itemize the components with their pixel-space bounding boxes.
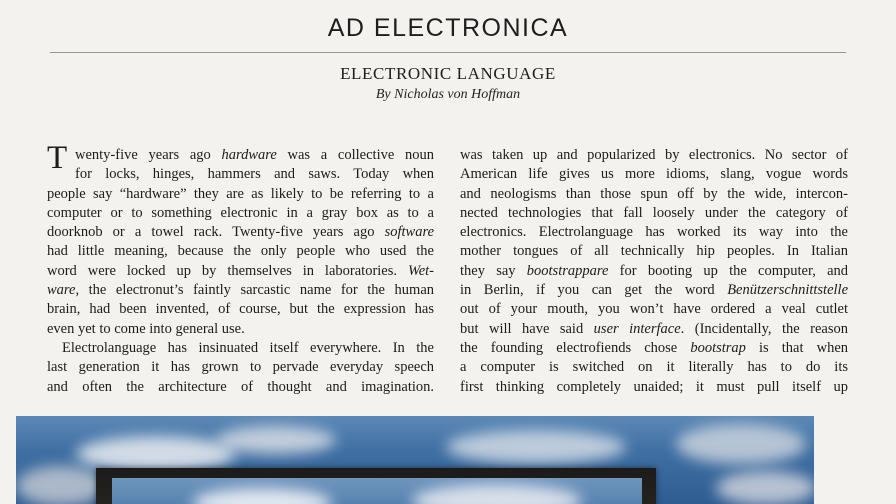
header-rule <box>50 52 846 53</box>
right-column <box>460 146 848 397</box>
cloud <box>192 488 332 504</box>
text-line: brain, had been invented, of course, but the expression has <box>47 301 434 318</box>
inner-sky-photo <box>112 478 642 504</box>
text-line: and often the architecture of thought and imagination. <box>47 378 434 395</box>
text-line: Electrolanguage has insinuated itself everywhere. In the <box>62 339 434 356</box>
text-line: the founding electrofiends chose bootstrap is that when <box>460 339 849 356</box>
cloud <box>676 424 806 464</box>
text-line: had little meaning, because the only people who used the <box>47 243 434 260</box>
cloud <box>76 436 236 472</box>
text-line: they say bootstrappare for booting up the computer, and <box>460 262 849 279</box>
text-line: doorknob or a towel rack. Twenty-five years ago software <box>47 224 435 241</box>
text-line: people say “hardware” they are as likely to be referring to a <box>47 185 434 202</box>
text-line: electronics. Electrolanguage has worked its way into the <box>460 224 848 241</box>
sky-photo <box>16 416 814 504</box>
text-line: in Berlin, if you can get the word Benützerschnittstelle <box>460 282 849 299</box>
cloud <box>446 430 626 464</box>
text-line: wenty-five years ago hardware was a collective noun <box>75 147 435 163</box>
left-column <box>47 140 435 397</box>
text-line: last generation it has grown to pervade everyday speech <box>47 359 434 376</box>
text-line: computer or to something electronic in a gray box as to a <box>47 204 434 221</box>
text-line: American life gives us more idioms, slang, vogue words <box>460 166 848 183</box>
text-line: for locks, hinges, hammers and saws. Today when <box>75 166 434 183</box>
cloud <box>16 466 106 504</box>
byline: By Nicholas von Hoffman <box>375 87 521 102</box>
text-line: was taken up and popularized by electronics. No sector of <box>460 147 848 163</box>
text-line: word were locked up by themselves in laboratories. Wet- <box>47 262 435 279</box>
section-title: AD ELECTRONICA <box>327 14 569 42</box>
text-line: out of your mouth, you won’t have ordered a veal cutlet <box>460 301 848 318</box>
cloud <box>216 426 336 454</box>
text-line: ware, the electronut’s faintly sarcastic name for the human <box>47 282 434 299</box>
article-title: ELECTRONIC LANGUAGE <box>340 64 556 83</box>
text-line: mother tongues of all technically hip peoples. In Italian <box>460 243 848 260</box>
text-line: but will have said user interface. (Incidentally, the reason <box>460 320 848 337</box>
cloud <box>412 484 582 504</box>
drop-cap: T <box>47 140 68 176</box>
text-line: first thinking completely unaided; it must pull itself up <box>460 378 848 395</box>
text-line: even yet to come into general use. <box>47 320 245 337</box>
text-line: nected technologies that fall loosely under the category of <box>460 204 848 221</box>
text-line: a computer is switched on it literally has to do its <box>460 359 848 376</box>
text-line: and neologisms than those spun off by the wide, intercon- <box>460 185 848 202</box>
cloud <box>716 471 814 504</box>
